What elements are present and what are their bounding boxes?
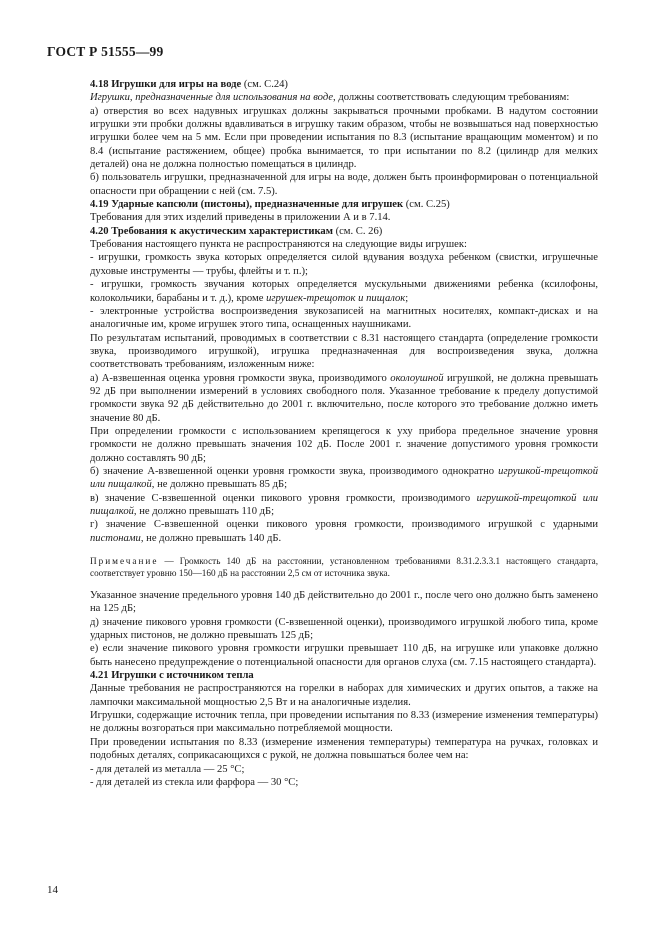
note-text: — Громкость 140 дБ на расстоянии, установленном требованиями 8.31.2.3.3.1 настоящего стандарта, соответствует уровню 150—160 дБ на расстоянии 2,5 см от источника звука. [90, 556, 598, 579]
paragraph-text: Игрушки, содержащие источник тепла, при проведении испытания по 8.33 (измерение изменения температуры) не должны возгораться при максимально потребляемой мощности. [90, 710, 598, 735]
paragraph [90, 91, 598, 104]
section-heading [90, 198, 598, 211]
paragraph-text: ; [405, 292, 409, 304]
document-header: ГОСТ Р 51555—99 [47, 44, 164, 59]
paragraph-text: По результатам испытаний, проводимых в соответствии с 8.31 настоящего стандарта (определение громкости звука, производимого игрушкой), игрушка предназначенная для воспроизведения звука, должна соответствовать требованиям, изложенным ниже: [90, 332, 598, 371]
paragraph [90, 642, 598, 669]
paragraph-text: (см. С.24) [241, 79, 288, 90]
paragraph [90, 251, 598, 278]
paragraph [90, 589, 598, 616]
paragraph [90, 305, 598, 332]
paragraph [90, 211, 598, 224]
paragraph [90, 171, 598, 198]
paragraph-text: - игрушки, громкость звучания которых определяется мускульными движениями ребенка (ксилофоны, колокольчики, барабаны и т. д.), кроме [90, 279, 598, 304]
paragraph [90, 518, 598, 545]
paragraph [90, 105, 598, 172]
italic-text: пистонами [90, 532, 141, 544]
italic-text: околоушной [390, 372, 444, 384]
heading-text: 4.18 Игрушки для игры на воде [90, 79, 242, 90]
note-label: Примечание [90, 556, 159, 567]
paragraph-text: в) значение С-взвешенной оценки пикового уровня громкости, производимого [90, 492, 477, 504]
section-block [90, 589, 598, 789]
heading-text: 4.19 Ударные капсюли (пистоны), предназначенные для игрушек [90, 199, 404, 211]
paragraph-text: (см. С. 26) [332, 225, 383, 237]
section-block [90, 78, 598, 545]
italic-text: игрушкой-трещоткой или пищалкой [90, 465, 598, 491]
italic-text: игрушкой-трещоткой или пищалкой [90, 492, 598, 517]
paragraph-text: Требования для этих изделий приведены в приложении А и в 7.14. [90, 212, 391, 224]
paragraph-text: - для деталей из стекла или фарфора — 30 °С; [90, 776, 299, 788]
paragraph-text: Требования настоящего пункта не распространяются на следующие виды игрушек: [90, 239, 467, 251]
italic-text: Игрушки, предназначенные для использования на воде, [90, 92, 336, 104]
italic-text: игрушек-трещоток и пищалок [266, 292, 406, 304]
paragraph-text: , не должно превышать 140 дБ. [140, 532, 282, 544]
paragraph-text: При определении громкости с использованием крепящегося к уху прибора предельное значение уровня громкости не должно превышать значения 102 дБ. После 2001 г. значение допустимого уровня громкости должно составлять 90 дБ; [90, 425, 598, 464]
section-heading [90, 78, 598, 91]
paragraph-text: г) значение С-взвешенной оценки пикового уровня громкости, производимого игрушкой с ударными [90, 519, 598, 531]
page-number: 14 [47, 884, 58, 896]
paragraph [90, 776, 598, 789]
paragraph-text: - электронные устройства воспроизведения звукозаписей на магнитных носителях, компакт-дисках и на аналогичные им, кроме игрушек этого типа, оснащенных наушниками. [90, 305, 598, 331]
note [90, 555, 598, 579]
paragraph [90, 425, 598, 465]
paragraph-text: - игрушки, громкость звука которых определяется силой вдувания воздуха ребенком (свистки, игрушечные духовые инструменты — трубы, флейты и т. п.); [90, 252, 598, 277]
paragraph [90, 616, 598, 643]
paragraph-text: , не должно превышать 85 дБ; [151, 479, 288, 491]
section-heading [90, 669, 598, 682]
paragraph-text: б) пользователь игрушки, предназначенной для игры на воде, должен быть проинформирован о потенциальной опасности при обращении с ней (см. 7.5). [90, 172, 598, 197]
document-body [90, 78, 598, 789]
paragraph [90, 492, 598, 519]
paragraph-text: должны соответствовать следующим требованиям: [335, 92, 570, 104]
paragraph [90, 682, 598, 709]
paragraph [90, 465, 598, 492]
paragraph [90, 763, 598, 776]
paragraph [90, 736, 598, 763]
paragraph-text: При проведении испытания по 8.33 (измерение изменения температуры) температура на ручках, головках и подобных деталях, соприкасающихся с рукой, не должна повышаться более чем на: [90, 736, 598, 762]
paragraph-text: Указанное значение предельного уровня 140 дБ действительно до 2001 г., после чего оно должно быть заменено на 125 дБ; [90, 590, 598, 615]
paragraph [90, 709, 598, 736]
paragraph-text: , не должно превышать 110 дБ; [133, 506, 275, 517]
paragraph [90, 332, 598, 372]
paragraph-text: д) значение пикового уровня громкости (С-взвешенной оценки), производимого игрушкой любого типа, кроме ударных пистонов, не должно превышать 125 дБ; [90, 616, 598, 642]
paragraph-text: а) А-взвешенная оценка уровня громкости звука, производимого [90, 372, 391, 384]
heading-text: 4.20 Требования к акустическим характеристикам [90, 225, 333, 237]
paragraph-text: (см. С.25) [403, 199, 450, 211]
paragraph [90, 238, 598, 251]
paragraph-text: б) значение А-взвешенной оценки уровня громкости звука, производимого однократно [90, 465, 499, 477]
paragraph [90, 278, 598, 305]
heading-text: 4.21 Игрушки с источником тепла [90, 670, 254, 682]
paragraph-text: игрушкой, не должна превышать 92 дБ при выполнении измерений в условиях свободного поля. Указанное требование к пределу допустимой громкости звука 92 дБ действительно до 2001 г. включительно, после которого это требование должно иметь значение 80 дБ. [90, 372, 598, 424]
paragraph [90, 372, 598, 425]
paragraph-text: а) отверстия во всех надувных игрушках должны закрываться прочными пробками. В надутом состоянии игрушки эти пробки должны вдавливаться в игрушку таким образом, чтобы не возвышаться над поверхностью игрушки более чем на 5 мм. Если при проведении испытания по 8.3 (испытание вращающим моментом) и по 8.4 (испытание растяжением, общее) пробка вынимается, то при испытании по 8.2 (цилиндр для мелких деталей) она не должна полностью помещаться в цилиндр. [90, 105, 598, 171]
paragraph-text: - для деталей из металла — 25 °С; [90, 763, 245, 775]
paragraph-text: Данные требования не распространяются на горелки в наборах для химических и других опытов, а также на лампочки максимальной мощностью 2,5 Вт и на аналогичные изделия. [90, 683, 598, 708]
section-heading [90, 225, 598, 238]
paragraph-text: е) если значение пикового уровня громкости игрушки превышает 110 дБ, на игрушке или упаковке должно быть нанесено предупреждение о потенциальной опасности для органов слуха (см. 7.15 настоящего стандарта). [90, 643, 598, 668]
